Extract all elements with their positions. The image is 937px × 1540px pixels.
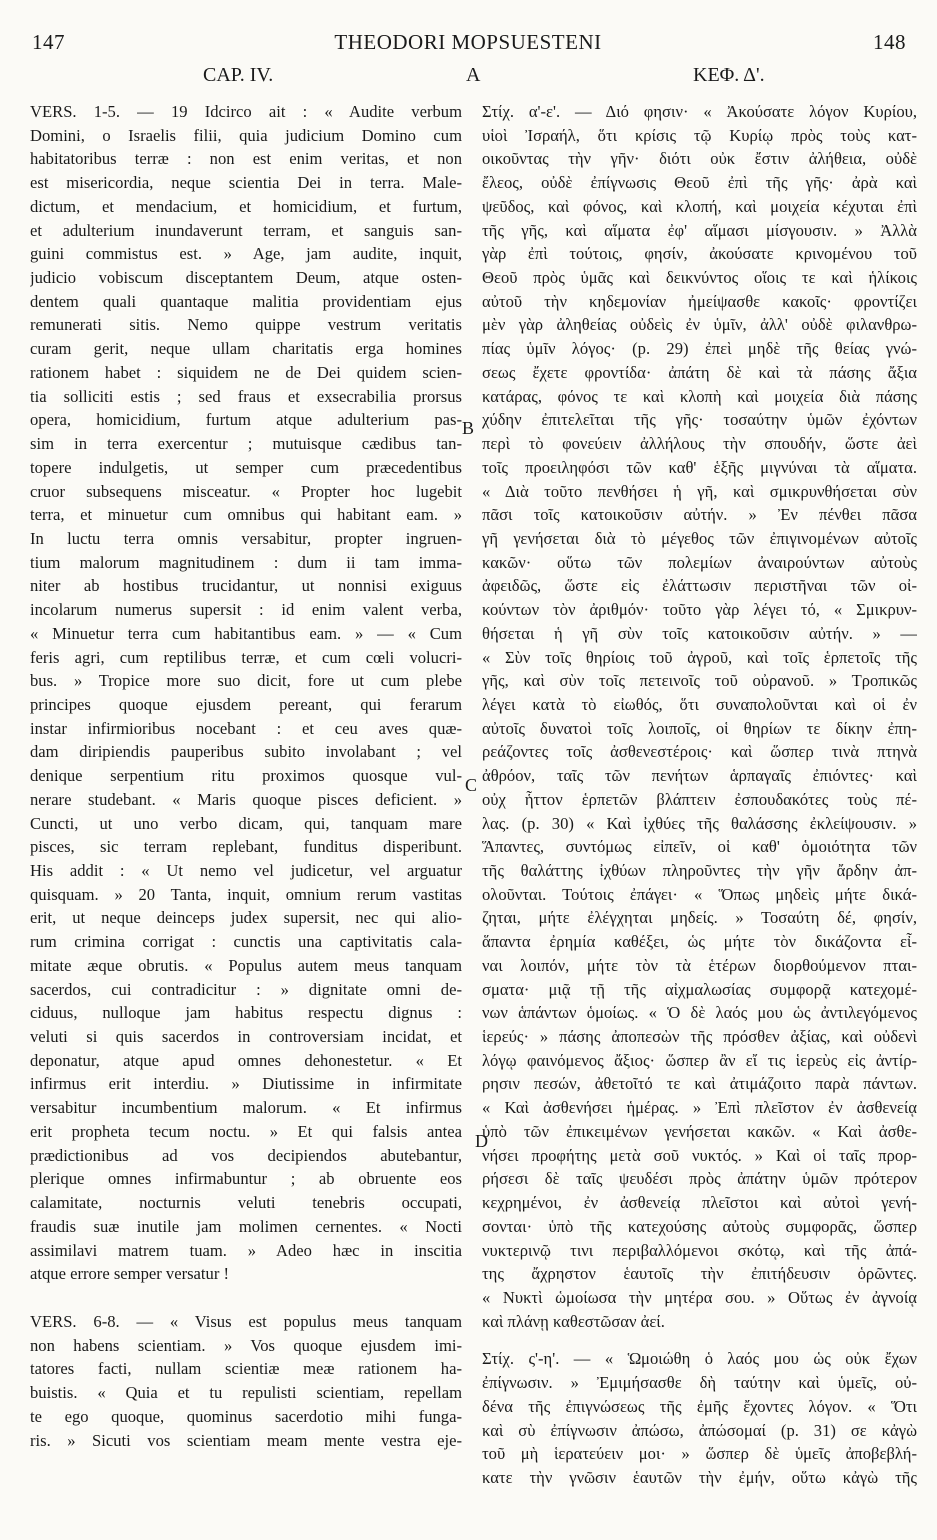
text-line: topere indulgetis, ut semper cum præcedentibus xyxy=(30,457,462,477)
text-line: In luctu terra omnis versabitur, propter ingruen- xyxy=(30,528,462,548)
text-line: plerique omnes infirmabuntur ; ab obruente eos xyxy=(30,1169,462,1189)
text-line: « Σὺν τοῖς θηρίοις τοῦ ἀγροῦ, καὶ τοῖς ἑρπετοῖς τῆς xyxy=(482,647,917,667)
text-line: Θεοῦ πρὸς ὑμᾶς καὶ δεικνύντος οἵοις τε καὶ ἡλίκοις xyxy=(482,268,917,288)
text-line: ἀθρόον, ταῖς τῶν πενήτων ἁρπαγαῖς ἐπιόντες· καὶ xyxy=(482,766,917,786)
text-line: calamitate, nocturnis veluti tenebris occupati, xyxy=(30,1193,462,1213)
text-line: atque errore semper versatur ! xyxy=(30,1264,230,1284)
text-line: mitate æque obrutis. « Populus autem meus tanquam xyxy=(30,955,462,975)
text-line: assimilavi matrem tuam. » Adeo hæc in inscitia xyxy=(30,1240,462,1260)
latin-paragraph-2 xyxy=(30,1310,462,1452)
text-line: ολοῦνται. Τούτοις ἐπάγει· « Ὅπως μηδεὶς μήτε δικά- xyxy=(482,884,917,904)
text-line: habitatoribus terræ : non est enim veritas, et non xyxy=(30,149,462,169)
text-line: Ἅπαντες, συντόμως εἰπεῖν, οἱ καθ' ὁμοιότητα τῶν xyxy=(482,837,917,857)
text-line: quisquam. » 20 Tanta, inquit, omnium rerum vastitas xyxy=(30,884,462,904)
text-line: versabitur incumbentium malorum. « Et infirmus xyxy=(30,1098,462,1118)
text-line: opera, homicidium, furtum atque adulterium pas- xyxy=(30,410,462,430)
text-line: pisces, sic terram replebant, funditus disperibunt. xyxy=(30,837,462,857)
text-line: veluti si quis sacerdos in controversiam incidat, et xyxy=(30,1027,462,1047)
text-line: « Minuetur terra cum habitantibus eam. » — « Cum xyxy=(30,623,462,643)
text-line: infirmus erit interdiu. » Diutissime in infirmitate xyxy=(30,1074,462,1094)
text-line: σονται· ὑπὸ τῆς κατεχούσης αὐτοὺς συμφορᾶς, ὥσπερ xyxy=(482,1216,917,1236)
text-line: περὶ τὸ φονεύειν ἀλλήλους τὴν σπουδήν, ὥστε ἀεὶ xyxy=(482,434,917,454)
text-line: τῆς θαλάττης ἰχθύων πληροῦντες τὴν γῆν ἄρδην ἀπ- xyxy=(482,861,917,880)
text-line: erit propheta tecum noctu. » Et qui falsis antea xyxy=(30,1121,462,1141)
text-line: κούντων τὸν ἀριθμόν· τοῦτο γὰρ λέγει τό, « Σμικρυν- xyxy=(482,600,917,620)
text-line: μὲν γὰρ ἀληθείας οὐδεὶς ἐν ὑμῖν, ἀλλ' οὐδὲ φιλανθρω- xyxy=(482,315,917,335)
text-line: rum crimina corrigat : cunctis una captivitatis cala- xyxy=(30,932,462,952)
text-line: δένα τῆς ἐπιγνώσεως τῆς ἐμῆς ἔχοντες λόγον. « Ὅτι xyxy=(482,1396,917,1416)
text-line: terra, et minuetur cum omnibus qui habitant eam. » xyxy=(30,505,462,525)
text-line: αὐτοῖς δυνατοὶ τοῖς λοιποῖς, οἱ θηρίων τε δίκην ἐπη- xyxy=(482,718,917,738)
text-line: Cuncti, ut uno verbo dicam, qui, tanquam mare xyxy=(30,813,462,833)
text-line: cruor subsequens misceatur. « Propter hoc lugebit xyxy=(30,481,462,501)
greek-column xyxy=(482,100,917,1490)
text-line: guini commistus est. » Age, jam audite, inquit, xyxy=(30,244,462,264)
text-line: curam gerit, neque ullam charitatis erga homines xyxy=(30,339,462,359)
text-line: sacerdos, cui contradicitur : » dignitate omni de- xyxy=(30,979,462,999)
text-line: ἀφειδῶς, ὥστε εἰς ἐλάττωσιν περιστῆναι τῶν οἰ- xyxy=(482,576,917,596)
text-line: Domini, o Israelis filii, quia judicium Domino cum xyxy=(30,125,462,145)
text-line: judicio vobiscum disceptantem Deum, atque osten- xyxy=(30,268,462,288)
text-line: bus. » Tropice more suo dicit, fore ut cum plebe xyxy=(30,671,462,691)
text-line: non habens scientiam. » Vos quoque ejusdem imi- xyxy=(30,1335,462,1355)
text-line: καὶ πλάνῃ καθεστῶσαν ἀεί. xyxy=(482,1311,665,1331)
text-line: erit, ut neque deinceps judex supersit, nec qui alio- xyxy=(30,908,462,928)
chapter-headings xyxy=(28,64,908,92)
text-line: αὐτοῦ τὴν κηδεμονίαν ἠμείψασθε κακοῖς· φροντίζει xyxy=(482,291,917,311)
text-line: rationem habet : siquidem ne de Dei quidem scien- xyxy=(30,362,462,382)
text-line: nerare studebant. « Maris quoque pisces deficient. » xyxy=(30,789,462,809)
paragraph-gap xyxy=(30,1286,462,1310)
text-line: γῆ γενήσεται διὰ τὸ μέγεθος τῶν ἐπιγινομένων αὐτοῖς xyxy=(482,528,917,548)
text-line: ναι λοιπόν, μήτε τὸν τὰ ἑτέρων διορθούμενον πται- xyxy=(482,955,917,975)
text-line: νήσει προφήτης μετὰ σοῦ νυκτός. » Καὶ οἱ ταῖς προρ- xyxy=(482,1145,917,1165)
greek-paragraph-1 xyxy=(482,100,917,1333)
text-line: οὐχ ἧττον ἑρπετῶν βλάπτειν ἐσπουδακότες τοὺς πέ- xyxy=(482,789,917,809)
text-line: οικοῦντας τὴν γῆν· διότι οὐκ ἔστιν ἀλήθεια, οὐδὲ xyxy=(482,149,917,169)
section-marker-b: B xyxy=(462,418,475,438)
text-line: « Διὰ τοῦτο πενθήσει ἡ γῆ, καὶ σμικρυνθήσεται σὺν xyxy=(482,481,917,501)
text-line: VERS. 6-8. — « Visus est populus meus tanquam xyxy=(30,1311,462,1331)
text-line: Στίχ. ς'-η'. — « Ὡμοιώθη ὁ λαός μου ὡς οὐκ ἔχων xyxy=(482,1349,917,1369)
text-line: λέγει κατὰ τὸ εἰωθός, ὅτι συναπολοῦνται καὶ οἱ ἐν xyxy=(482,694,917,714)
page-number-left: 147 xyxy=(32,30,65,54)
text-line: νυκτερινῷ τινι περιβαλλόμενοι σκότῳ, καὶ τῆς ἀπά- xyxy=(482,1240,917,1260)
text-line: denique serpentium ritu proximos quosque vul- xyxy=(30,766,462,786)
text-line: dentem quali quantaque malitia providentiam ejus xyxy=(30,291,462,311)
text-line: χύδην ἐπιτελεῖται τῆς γῆς· τοσαύτην ὑμῶν ἐχόντων xyxy=(482,410,917,430)
text-line: dictum, et mendacium, et homicidium, et furtum, xyxy=(30,196,462,216)
text-line: remunerati sitis. Nemo quippe vestrum veritatis xyxy=(30,315,462,335)
latin-column xyxy=(30,100,462,1452)
text-line: της ἄχρηστον ἑαυτοῖς τὴν ἐπιτήδευσιν ὁρῶντες. xyxy=(482,1264,917,1284)
text-line: sim in terra exercentur ; mutuisque cædibus tan- xyxy=(30,434,462,454)
section-marker-a: A xyxy=(466,64,481,86)
text-line: et adulterium inundaverunt terram, et sanguis san- xyxy=(30,220,462,240)
text-line: ψεῦδος, καὶ φόνος, καὶ κλοπή, καὶ μοιχεία κέχυται ἐπὶ xyxy=(482,196,917,216)
chapter-heading-greek: ΚΕΦ. Δ'. xyxy=(693,64,765,86)
text-line: principes quoque ejusdem pereant, qui ferarum xyxy=(30,694,462,714)
text-line: tia solliciti estis ; sed fraus et exsecrabilia prorsus xyxy=(30,386,462,406)
text-line: fraudis suæ inutile jam molimen cernentes. « Nocti xyxy=(30,1216,462,1236)
paragraph-gap xyxy=(482,1333,917,1347)
text-line: deponatur, atque apud omnes dehonestetur. « Et xyxy=(30,1050,462,1070)
text-line: dam diripiendis pauperibus subito involabant ; vel xyxy=(30,742,462,762)
text-line: est misericordia, neque scientia Dei in terra. Male- xyxy=(30,173,462,193)
running-header xyxy=(28,30,908,56)
text-line: θήσεται ἡ γῆ σὺν τοῖς κατοικοῦσιν αὐτήν. » — xyxy=(482,623,917,643)
text-line: τοῦ μὴ ἱερατεύειν μοι· » ὥσπερ δὲ ὑμεῖς ἀποβεβλή- xyxy=(482,1444,917,1464)
text-line: λόγῳ φαινόμενος ἄξιος· ὥσπερ ἂν εἴ τις ἱερεὺς εἰς ἀντίρ- xyxy=(482,1050,917,1070)
text-line: καὶ σὺ ἐπίγνωσιν ἀπώσω, ἀπώσομαί (p. 31) σε κἀγὼ xyxy=(482,1420,917,1440)
text-line: τοῖς προειληφόσι τῶν καθ' ἑξῆς μιγνύναι τὰ αἵματα. xyxy=(482,457,917,477)
text-line: « Νυκτὶ ὡμοίωσα τὴν μητέρα σου. » Οὕτως ἐν ἀγνοίᾳ xyxy=(482,1287,917,1307)
latin-paragraph-1 xyxy=(30,100,462,1286)
text-line: σεως ἔχετε φροντίδα· ἀπάτη δὲ καὶ τὰ πάσης ἄξια xyxy=(482,362,917,382)
text-line: ζηται, μήτε ἐλέγχηται μηδείς. » Τοσαύτη δέ, φησίν, xyxy=(482,908,917,928)
text-line: prædictionibus ad vos decipiendos abutebantur, xyxy=(30,1145,462,1165)
text-line: ρησιν πεσών, ἀθετοῖτό τε καὶ ἀτιμάζοιτο παρὰ πάντων. xyxy=(482,1074,917,1094)
text-line: ἅπαντα ἐρημία καθέξει, ὡς μήτε τὸν δικάζοντα εἶ- xyxy=(482,932,917,952)
text-line: « Καὶ ἀσθενήσει ἡμέρας. » Ἐπὶ πλεῖστον ἐν ἀσθενείᾳ xyxy=(482,1098,917,1118)
greek-paragraph-2 xyxy=(482,1347,917,1489)
text-line: feris agri, cum reptilibus terræ, et cum cœli volucri- xyxy=(30,647,462,667)
text-line: ἱερεύς· » πάσης ἀποπεσὼν τῆς πρόσθεν ἀξίας, καὶ οὐδενὶ xyxy=(482,1027,917,1047)
text-line: κακῶν· οὕτω τῶν πολεμίων ἀναιρούντων αὐτοὺς xyxy=(482,552,917,572)
text-line: instar infirmioribus nocebant : et ceu aves quæ- xyxy=(30,718,462,738)
text-line: γῆς, καὶ σὺν τοῖς πετεινοῖς τοῦ οὐρανοῦ. » Τροπικῶς xyxy=(482,671,917,691)
text-line: tatores facti, nullam scientiæ meæ rationem ha- xyxy=(30,1359,462,1379)
text-line: νων ἁπάντων ὁμοίως. « Ὁ δὲ λαός μου ὡς ἀντιλεγόμενος xyxy=(482,1003,917,1023)
text-line: κατάρας, φόνος τε καὶ κλοπὴ καὶ μοιχεία διὰ πάσης xyxy=(482,386,917,406)
text-line: ciduus, nulloque jam habitus respectu dignus : xyxy=(30,1003,462,1023)
text-line: Στίχ. α'-ε'. — Διό φησιν· « Ἀκούσατε λόγον Κυρίου, xyxy=(482,102,917,121)
text-line: πίας ὑμῖν λόγος· (p. 29) ἐπεὶ μηδὲ τῆς θείας γνώ- xyxy=(482,339,917,359)
text-line: incolarum numerus supersit : id enim valent verba, xyxy=(30,600,462,620)
text-line: te ego quoque, quominus sacerdotio mihi funga- xyxy=(30,1406,462,1426)
page-number-right: 148 xyxy=(873,30,906,54)
text-line: λας. (p. 30) « Καὶ ἰχθύες τῆς θαλάσσης ἐκλείψουσιν. » xyxy=(482,813,917,833)
text-line: niter ab hostibus trucidantur, ut nonnisi exiguus xyxy=(30,576,462,596)
text-line: σματα· μιᾷ τῇ τῆς αἰχμαλωσίας συμφορᾷ κατεχομέ- xyxy=(482,979,917,999)
section-marker-d: D xyxy=(475,1131,488,1151)
text-line: πᾶσι τοῖς κατοικοῦσιν αὐτήν. » Ἐν πένθει πᾶσα xyxy=(482,505,917,525)
text-line: ρήσεσι δὲ ταῖς ψευδέσι πρὸς ἀπάτην ὑμῶν πρότερον xyxy=(482,1169,917,1189)
text-line: tium malorum magnitudinem : dum ii tam imma- xyxy=(30,552,462,572)
text-line: ὑπὸ τῶν ἐπικειμένων γενήσεται κακῶν. « Καὶ ἀσθε- xyxy=(482,1121,917,1141)
text-line: υἱοὶ Ἰσραήλ, ὅτι κρίσις τῷ Κυρίῳ πρὸς τοὺς κατ- xyxy=(482,125,917,145)
text-line: κεχρημένοι, ἐν ἀσθενείᾳ πλεῖστοι καὶ αὐτοὶ γενή- xyxy=(482,1193,917,1213)
text-line: ris. » Sicuti vos scientiam meam mente vestra eje- xyxy=(30,1430,462,1450)
section-marker-c: C xyxy=(465,775,478,795)
text-line: buistis. « Quia et tu repulisti scientiam, repellam xyxy=(30,1383,462,1403)
chapter-heading-latin: CAP. IV. xyxy=(203,64,274,86)
text-line: ρεάζοντες τοῖς ἀσθενεστέροις· καὶ ὥσπερ τινὰ πτηνὰ xyxy=(482,742,917,762)
text-line: ἐπίγνωσιν. » Ἐμιμήσασθε δὴ ταύτην καὶ ὑμεῖς, οὐ- xyxy=(482,1373,917,1393)
text-line: τῆς γῆς, καὶ αἵματα ἐφ' αἵμασι μίσγουσιν. » Ἀλλὰ xyxy=(482,220,917,240)
text-line: γὰρ ἐπὶ τούτοις, φησίν, ἀκούσατε κρινομένου τοῦ xyxy=(482,244,917,264)
text-line: VERS. 1-5. — 19 Idcirco ait : « Audite verbum xyxy=(30,102,462,121)
text-line: ἔλεος, οὐδὲ ἐπίγνωσις Θεοῦ ἐπὶ τῆς γῆς· ἀρὰ καὶ xyxy=(482,173,917,193)
text-line: His addit : « Ut nemo vel judicetur, vel arguatur xyxy=(30,861,462,880)
running-title: THEODORI MOPSUESTENI xyxy=(334,30,602,54)
text-line: κατε τὴν γνῶσιν ἑαυτῶν τὴν ἐμήν, οὕτω κἀγὼ τῆς xyxy=(482,1467,917,1487)
